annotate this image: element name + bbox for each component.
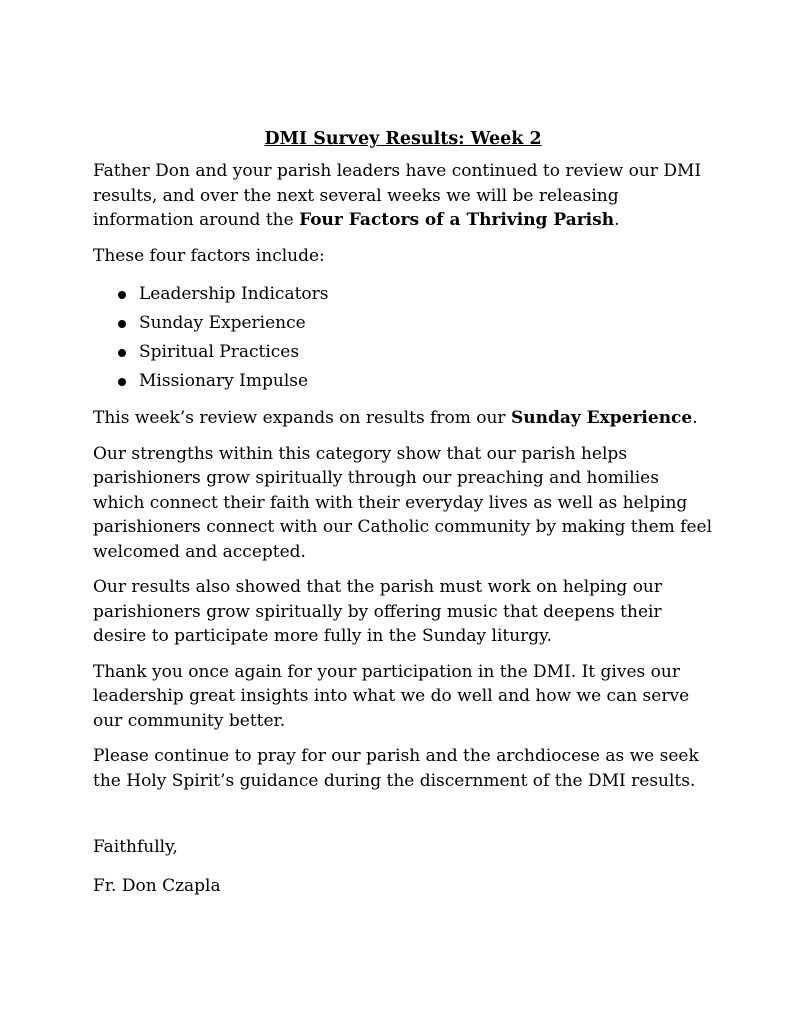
thanks-paragraph: Thank you once again for your participation in the DMI. It gives our leadership great insights into what we do well and how we can serve our community better. bbox=[93, 661, 690, 731]
closing: Faithfully, bbox=[93, 837, 178, 857]
review-paragraph bbox=[93, 406, 713, 431]
results-paragraph: Our results also showed that the parish must work on helping our parishioners grow spiritually by offering music that deepens their desire to participate more fully in the Sunday liturgy. bbox=[93, 577, 663, 646]
document-title: DMI Survey Results: Week 2 bbox=[264, 129, 542, 149]
factors-lead: These four factors include: bbox=[93, 245, 325, 266]
intro-emphasis: Four Factors of a Thriving Parish bbox=[299, 210, 615, 230]
review-emphasis: Sunday Experience bbox=[510, 408, 693, 428]
intro-text: Father Don and your parish leaders have continued to review our DMI results, and over the next several weeks we will be releasing information around the bbox=[93, 161, 702, 230]
review-text: This week’s review expands on results from our bbox=[93, 408, 511, 428]
list-item-leadership-indicators: Leadership Indicators bbox=[93, 280, 713, 309]
intro-paragraph bbox=[93, 159, 713, 233]
list-item-sunday-experience: Sunday Experience bbox=[93, 309, 713, 338]
document-page bbox=[93, 127, 713, 909]
list-item-missionary-impulse: Missionary Impulse bbox=[93, 367, 713, 396]
intro-text-end: . bbox=[614, 210, 620, 230]
list-item-spiritual-practices: Spiritual Practices bbox=[93, 338, 713, 367]
strengths-paragraph: Our strengths within this category show that our parish helps parishioners grow spiritually through our preaching and homilies which connect their faith with their everyday lives as well as helping parishioners connect with our Catholic community by making them feel welcomed and accepted. bbox=[93, 443, 713, 562]
signature: Fr. Don Czapla bbox=[93, 875, 221, 896]
prayer-paragraph: Please continue to pray for our parish and the archdiocese as we seek the Holy Spirit’s guidance during the discernment of the DMI results. bbox=[93, 746, 699, 791]
review-text-end: . bbox=[692, 408, 698, 428]
factors-list bbox=[93, 280, 713, 396]
